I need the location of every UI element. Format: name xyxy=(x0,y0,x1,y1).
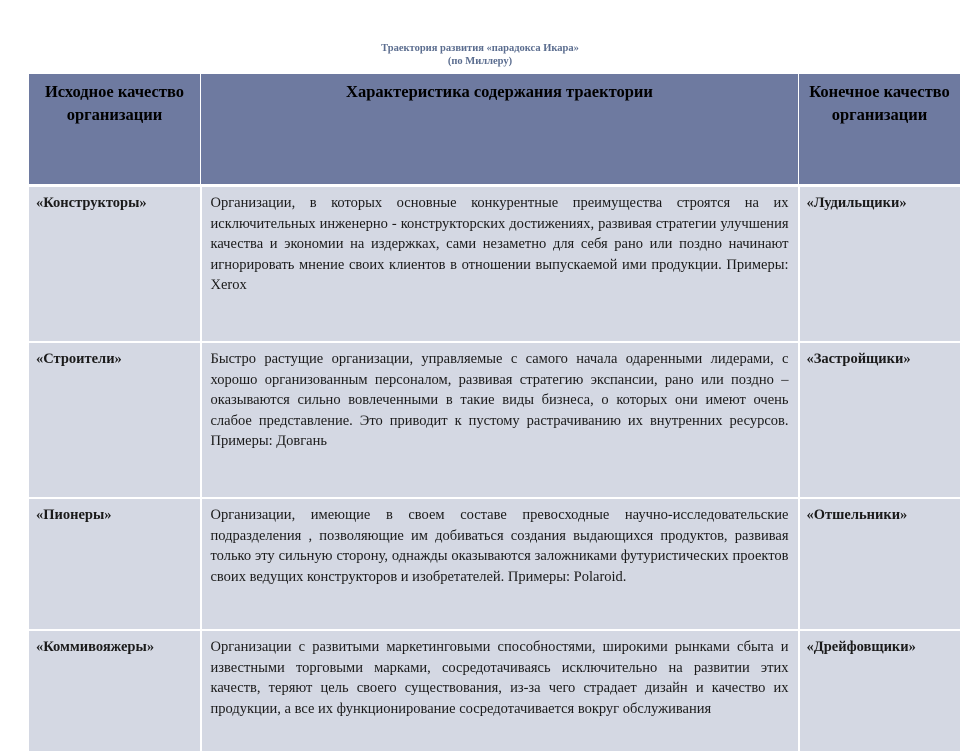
final-quality-cell: «Лудильщики» xyxy=(799,186,960,343)
table-row xyxy=(29,498,960,630)
title-line-2: (по Миллеру) xyxy=(0,55,960,68)
final-quality-cell: «Дрейфовщики» xyxy=(799,630,960,752)
description-cell: Быстро растущие организации, управляемые с самого начала одаренными лидерами, с хорошо организованным персоналом, развивая стратегию экспансии, рано или поздно –оказываются сильно вовлеченными в такие виды бизнеса, о которых они имеют очень слабое представление. Это приводит к пустому растрачиванию их внутренних ресурсов. Примеры: Довгань xyxy=(201,342,799,498)
description-cell: Организации с развитыми маркетинговыми способностями, широкими рынками сбыта и известными торговыми марками, сосредотачиваясь исключительно на развитии этих качеств, теряют цель своего существования, из-за чего страдает дизайн и качество их продукции, а все их функционирование сосредотачивается вокруг обслуживания xyxy=(201,630,799,752)
table-header-row xyxy=(29,74,960,186)
trajectory-table xyxy=(28,73,960,753)
table-row xyxy=(29,342,960,498)
description-cell: Организации, в которых основные конкурентные преимущества строятся на их исключительных инженерно - конструкторских достижениях, развивая стратегии улучшения качества и экономии на издержках, сами незаметно для себя рано или поздно начинают игнорировать мнение своих клиентов в отношении выпускаемой ими продукции. Примеры: Xerox xyxy=(201,186,799,343)
initial-quality-cell: «Коммивояжеры» xyxy=(29,630,201,752)
slide-title xyxy=(0,42,960,68)
header-initial-quality: Исходное качество организации xyxy=(29,74,201,186)
initial-quality-cell: «Пионеры» xyxy=(29,498,201,630)
final-quality-cell: «Застройщики» xyxy=(799,342,960,498)
final-quality-cell: «Отшельники» xyxy=(799,498,960,630)
header-trajectory-characteristic: Характеристика содержания траектории xyxy=(201,74,799,186)
header-final-quality: Конечное качество организации xyxy=(799,74,960,186)
table-row xyxy=(29,630,960,752)
initial-quality-cell: «Конструкторы» xyxy=(29,186,201,343)
description-cell: Организации, имеющие в своем составе превосходные научно-исследовательские подразделения , позволяющие им добиваться создания выдающихся продуктов, развивая только эту сильную сторону, однажды оказываются заложниками футуристических проектов своих ведущих конструкторов и изобретателей. Примеры: Polaroid. xyxy=(201,498,799,630)
table-row xyxy=(29,186,960,343)
title-line-1: Траектория развития «парадокса Икара» xyxy=(0,42,960,55)
initial-quality-cell: «Строители» xyxy=(29,342,201,498)
